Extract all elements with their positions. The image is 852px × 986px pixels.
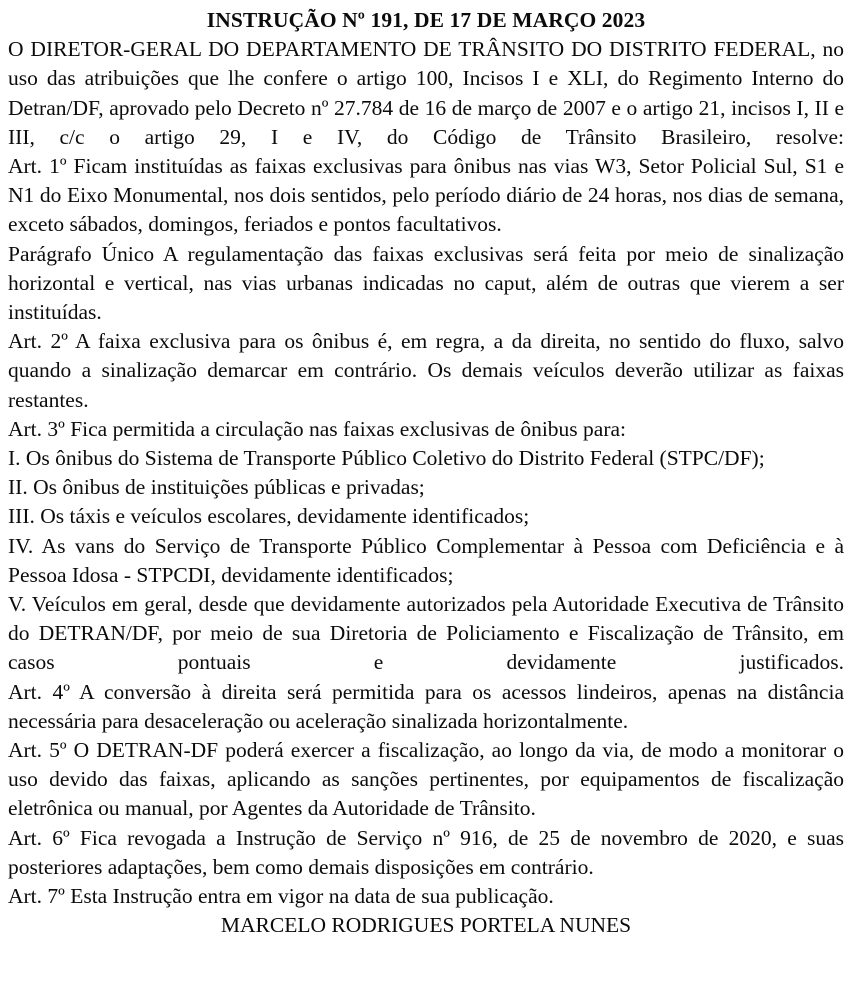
paragraph-inciso-ii: II. Os ônibus de instituições públicas e privadas;: [8, 475, 425, 500]
paragraph-inciso-iv: IV. As vans do Serviço de Transporte Público Complementar à Pessoa com Deficiência e à Pessoa Idosa - STPCDI, devidamente identificados;: [8, 533, 844, 587]
paragraph-art-6: Art. 6º Fica revogada a Instrução de Serviço nº 916, de 25 de novembro de 2020, e suas posteriores adaptações, bem como demais disposições em contrário.: [8, 825, 844, 879]
paragraph-art-2: Art. 2º A faixa exclusiva para os ônibus é, em regra, a da direita, no sentido do fluxo, salvo quando a sinalização demarcar em contrário. Os demais veículos deverão utilizar as faixas restantes.: [8, 329, 844, 412]
document-title: INSTRUÇÃO Nº 191, DE 17 DE MARÇO 2023: [206, 8, 646, 32]
paragraph-preamble: O DIRETOR-GERAL DO DEPARTAMENTO DE TRÂNSITO DO DISTRITO FEDERAL, no uso das atribuições que lhe confere o artigo 100, Incisos I e XLI, do Regimento Interno do Detran/DF, aprovado pelo Decreto nº 27.784 de 16 de março de 2007 e o artigo 21, incisos I, II e III, c/c o artigo 29, I e IV, do Código de Trânsito Brasileiro, resolve:: [8, 37, 844, 149]
signature-name: MARCELO RODRIGUES PORTELA NUNES: [220, 913, 632, 938]
paragraph-art-5: Art. 5º O DETRAN-DF poderá exercer a fiscalização, ao longo da via, de modo a monitorar o uso devido das faixas, aplicando as sanções pertinentes, por equipamentos de fiscalização eletrônica ou manual, por Agentes da Autoridade de Trânsito.: [8, 738, 844, 821]
paragraph-inciso-v: V. Veículos em geral, desde que devidamente autorizados pela Autoridade Executiva de Trânsito do DETRAN/DF, por meio de sua Diretoria de Policiamento e Fiscalização de Trânsito, em casos pontuais e devidamente justificados.: [8, 592, 844, 675]
paragraph-inciso-iii: III. Os táxis e veículos escolares, devidamente identificados;: [8, 504, 530, 529]
paragraph-art-4: Art. 4º A conversão à direita será permitida para os acessos lindeiros, apenas na distância necessária para desaceleração ou aceleração sinalizada horizontalmente.: [8, 679, 844, 733]
paragraph-art-3: Art. 3º Fica permitida a circulação nas faixas exclusivas de ônibus para:: [8, 416, 626, 441]
paragraph-art-1: Art. 1º Ficam instituídas as faixas exclusivas para ônibus nas vias W3, Setor Policial Sul, S1 e N1 do Eixo Monumental, nos dois sentidos, pelo período diário de 24 horas, nos dias de semana, exceto sábados, domingos, feriados e pontos facultativos.: [8, 154, 844, 237]
paragraph-art-7: Art. 7º Esta Instrução entra em vigor na data de sua publicação.: [8, 884, 554, 909]
paragraph-paragrafo-unico: Parágrafo Único A regulamentação das faixas exclusivas será feita por meio de sinalização horizontal e vertical, nas vias urbanas indicadas no caput, além de outras que vierem a ser instituídas.: [8, 241, 844, 325]
document-body: [8, 35, 844, 940]
paragraph-inciso-i: I. Os ônibus do Sistema de Transporte Público Coletivo do Distrito Federal (STPC/DF);: [8, 446, 765, 471]
